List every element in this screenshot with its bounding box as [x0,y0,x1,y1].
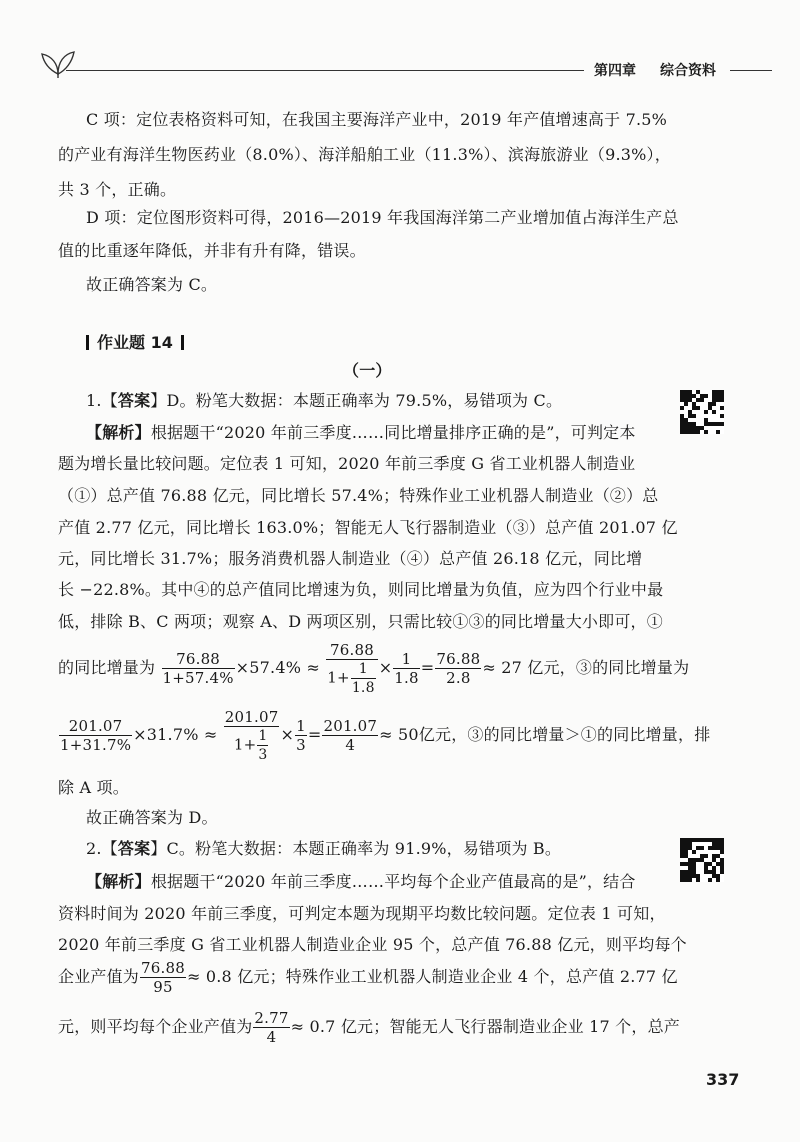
c-item-line-1: C 项：定位表格资料可知，在我国主要海洋产业中，2019 年产值增速高于 7.5% [86,110,668,129]
q1-formula-2 [58,702,710,768]
formula1-lead: 的同比增量为 [58,658,156,677]
formula2-result: ≈ 50亿元，③的同比增量＞①的同比增量，排 [379,725,711,744]
qr-module [720,870,724,874]
qr-module [696,430,700,434]
d-item-line-1: D 项：定位图形资料可得，2016—2019 年我国海洋第二产业增加值占海洋生产总 [86,208,679,227]
section-heading-text: 作业题 14 [97,333,173,352]
qr-module [708,878,712,882]
q2-answer-line [86,839,561,859]
qr-module [704,430,708,434]
formula3-lead: 企业产值为 [58,967,140,986]
q1-analysis-text-1: 根据题干“2020 年前三季度……同比增量排序正确的是”，可判定本 [150,423,636,442]
qr-module [692,850,696,854]
qr-module [704,854,708,858]
q2-analysis-line-2: 资料时间为 2020 年前三季度，可判定本题为现期平均数比较问题。定位表 1 可知， [58,904,666,923]
qr-module [712,402,716,406]
q2-analysis-label: 【解析】 [86,872,151,891]
page-number: 337 [706,1070,740,1089]
qr-module [704,394,708,398]
q1-tail: 除 A 项。 [58,778,129,797]
subsection-title: （一） [343,361,392,380]
header-rule-left [66,70,584,71]
q1-analysis-line-3: （①）总产值 76.88 亿元，同比增长 57.4%；特殊作业工业机器人制造业（②）总 [58,486,659,505]
qr-module [712,410,716,414]
qr-code-q2[interactable] [680,838,724,882]
qr-module [720,414,724,418]
chapter-title: 第四章 [594,63,636,79]
header-rule-right [730,70,772,71]
q1-analysis-line-2: 题为增长量比较问题。定位表 1 可知，2020 年前三季度 G 省工业机器人制造业 [58,454,636,473]
leaf-logo-icon [38,44,78,78]
qr-module [700,846,704,850]
qr-module [716,430,720,434]
q2-answer-prefix: 2.【 [86,839,118,858]
q2-analysis-line-3: 2020 年前三季度 G 省工业机器人制造业企业 95 个，总产值 76.88 亿元，则平均每个 [58,935,687,954]
qr-module [720,850,724,854]
qr-module [680,406,684,410]
section-title: 综合资料 [660,63,716,79]
qr-module [696,406,700,410]
formula2-frac-4: $\frac{201.07}{4}$ [323,717,378,754]
top-conclusion: 故正确答案为 C。 [86,275,218,294]
qr-module [720,422,724,426]
formula4-lead: 元，则平均每个企业产值为 [58,1017,253,1036]
c-item-line-2: 的产业有海洋生物医药业（8.0%）、海洋船舶工业（11.3%）、滨海旅游业（9.3%）， [58,145,671,164]
formula2-frac-3: $\frac{1}{3}$ [296,717,306,754]
q1-answer-line [86,391,562,411]
formula1-frac-2: 76.88 1+ $\frac{1}{1.8}$ [326,641,377,697]
q2-answer-label: 答案 [117,839,151,858]
q1-analysis-line-1 [86,423,636,443]
formula4-result: ≈ 0.7 亿元；智能无人飞行器制造业企业 17 个，总产 [290,1017,680,1036]
q2-formula-3 [58,952,678,1002]
q1-analysis-line-4: 产值 2.77 亿元，同比增长 163.0%；智能无人飞行器制造业（③）总产值 201.07 亿 [58,518,678,537]
formula2-eq: = [307,725,322,744]
q1-conclusion: 故正确答案为 D。 [86,808,218,827]
qr-module [696,878,700,882]
d-item-line-2: 值的比重逐年降低，并非有升有降，错误。 [58,241,366,260]
q1-answer-prefix: 1.【 [86,391,118,410]
q1-analysis-line-7: 低，排除 B、C 两项；观察 A、D 两项区别，只需比较①③的同比增量大小即可，① [58,612,663,631]
qr-module [684,402,688,406]
formula1-frac-1: $\frac{76.88}{1+57.4\%}$ [162,650,234,687]
formula2-frac-2: 201.07 1+ $\frac{1}{3}$ [224,707,279,763]
qr-module [716,878,720,882]
qr-module [720,398,724,402]
q1-analysis-line-6: 长 −22.8%。其中④的总产值同比增速为负，则同比增量为负值，应为四个行业中最 [58,580,664,599]
section-heading [86,330,184,353]
q1-analysis-line-5: 元，同比增长 31.7%；服务消费机器人制造业（④）总产值 26.18 亿元，同比增 [58,549,643,568]
formula1-times: × [378,658,393,677]
q2-analysis-text-1: 根据题干“2020 年前三季度……平均每个企业产值最高的是”，结合 [150,872,636,891]
c-item-line-3: 共 3 个，正确。 [58,180,177,199]
qr-module [700,398,704,402]
formula2-mul: ×31.7% ≈ [133,725,218,744]
formula4-frac: $\frac{2.77}{4}$ [254,1009,289,1046]
qr-module [688,878,692,882]
formula3-frac: $\frac{76.88}{95}$ [141,959,185,996]
formula3-result: ≈ 0.8 亿元；特殊作业工业机器人制造业企业 4 个，总产值 2.77 亿 [186,967,678,986]
formula1-eq: = [420,658,435,677]
formula1-frac-3: $\frac{1}{1.8}$ [394,650,419,687]
q1-answer-suffix: 】D。粉笔大数据：本题正确率为 79.5%，易错项为 C。 [150,391,563,410]
qr-module [704,410,708,414]
qr-code-q1[interactable] [680,390,724,434]
q1-formula-1 [58,638,689,698]
formula2-frac-1: $\frac{201.07}{1+31.7\%}$ [60,717,132,754]
formula1-mul: ×57.4% ≈ [235,658,320,677]
q1-analysis-label: 【解析】 [86,423,151,442]
q2-answer-suffix: 】C。粉笔大数据：本题正确率为 91.9%，易错项为 B。 [150,839,562,858]
q1-answer-label: 答案 [117,391,151,410]
qr-module [720,406,724,410]
formula1-frac-4: $\frac{76.88}{2.8}$ [436,650,481,687]
formula2-times: × [280,725,295,744]
qr-module [692,414,696,418]
formula1-result: ≈ 27 亿元，③的同比增量为 [482,658,690,677]
q2-formula-4 [58,1002,680,1052]
q2-analysis-line-1 [86,872,636,892]
